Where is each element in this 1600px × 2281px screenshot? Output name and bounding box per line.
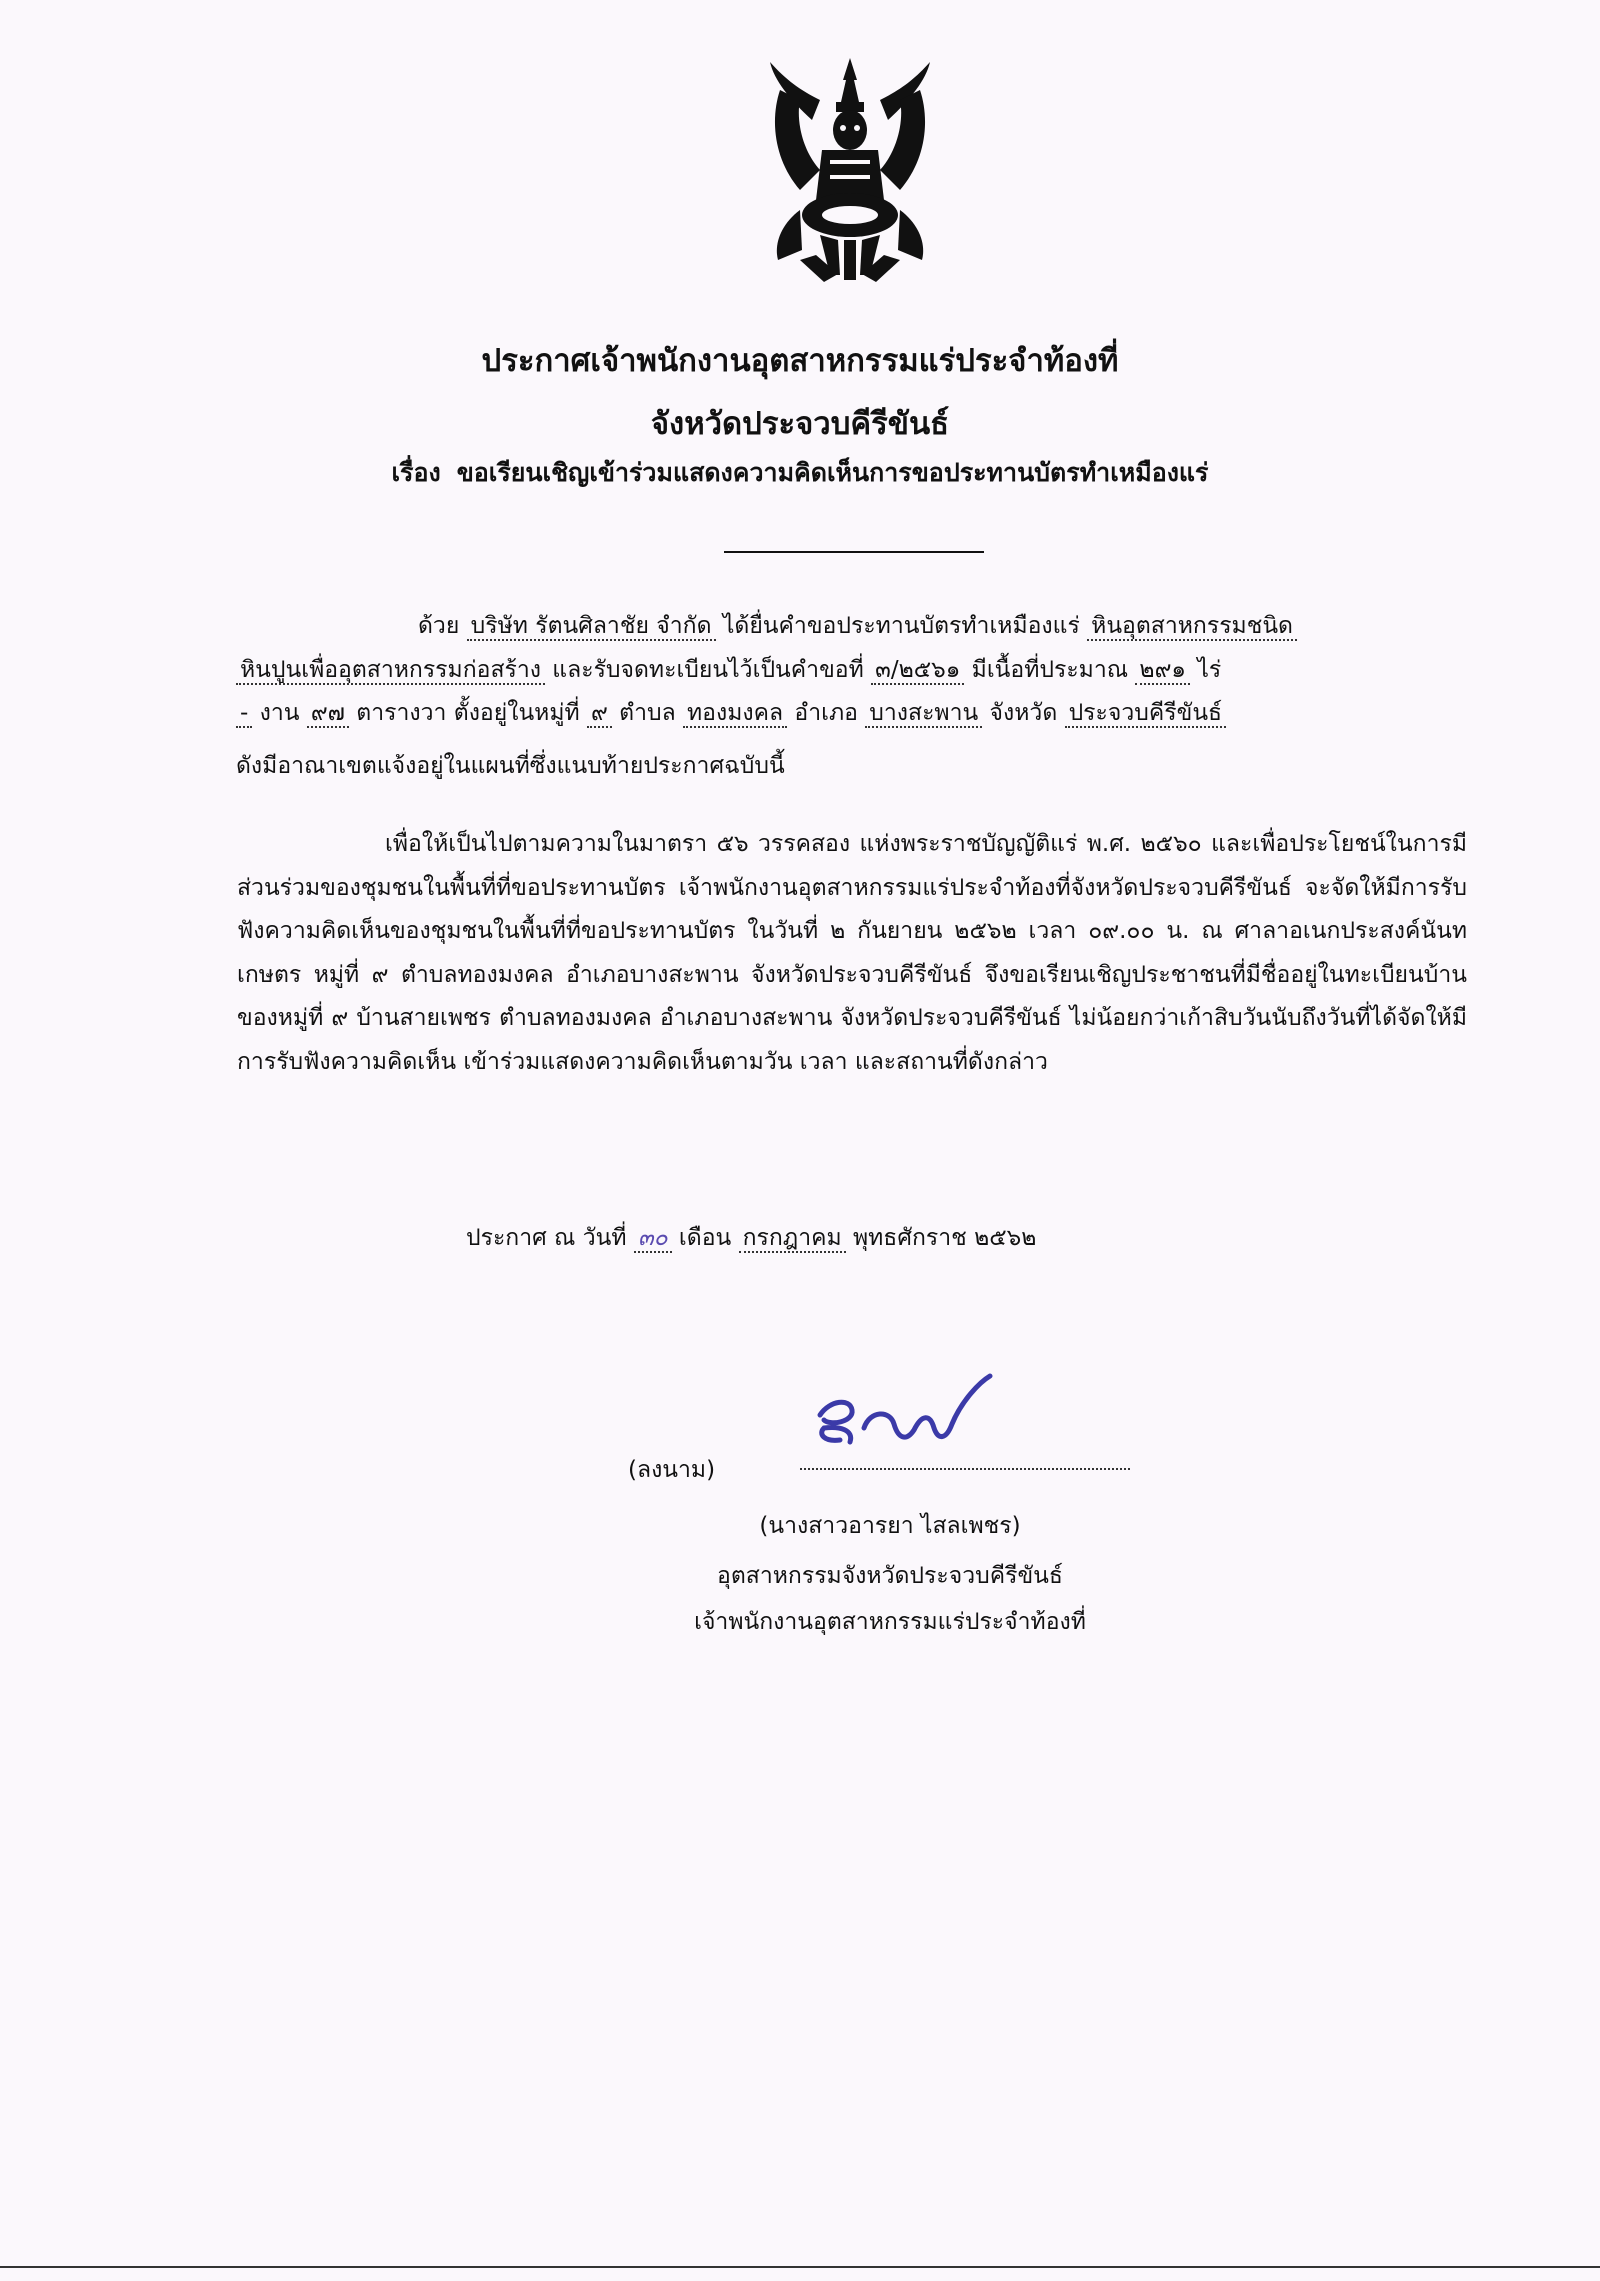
announcement-title: ประกาศเจ้าพนักงานอุตสาหกรรมแร่ประจำท้องที่ [481,343,1119,379]
sign-label: (ลงนาม) [628,1457,716,1483]
title-divider [724,551,984,553]
mineral-type: หินอุตสาหกรรมชนิด [1087,613,1297,641]
announce-date-line [466,1222,1036,1254]
label-amphoe: อำเภอ [794,700,858,726]
announce-month: กรกฎาคม [739,1225,846,1253]
announce-day: ๓๐ [634,1225,672,1253]
garuda-emblem-icon [760,50,940,290]
announce-year: ๒๕๖๒ [974,1225,1037,1251]
text-announced-on: ประกาศ ณ วันที่ [466,1225,627,1251]
unit-ngan: งาน [259,700,300,726]
subject-label: เรื่อง [391,458,441,487]
text-applied: ได้ยื่นคำขอประทานบัตรทำเหมืองแร่ [722,613,1080,639]
text-buddhist-era: พุทธศักราช [852,1225,967,1251]
label-tambon: ตำบล [619,700,676,726]
para1-line3 [236,697,1226,729]
amphoe-name: บางสะพาน [865,700,982,728]
signer-position-2: เจ้าพนักงานอุตสาหกรรมแร่ประจำท้องที่ [694,1609,1086,1635]
para1-line4: ดังมีอาณาเขตแจ้งอยู่ในแผนที่ซึ่งแนบท้ายประกาศฉบับนี้ [236,753,785,779]
text-because: ด้วย [418,613,460,639]
mineral-type-cont: หินปูนเพื่ออุตสาหกรรมก่อสร้าง [236,657,545,685]
scan-edge-line [0,2266,1600,2268]
area-rai: ๒๙๑ [1135,657,1190,685]
changwat-name: ประจวบคีรีขันธ์ [1065,700,1227,728]
handwritten-signature [810,1370,1000,1460]
province-title: จังหวัดประจวบคีรีขันธ์ [650,406,950,442]
text-registered: และรับจดทะเบียนไว้เป็นคำขอที่ [552,657,864,683]
subject-line [0,453,1600,493]
para1-line2 [236,654,1221,686]
signature-line [800,1468,1130,1470]
request-number: ๓/๒๕๖๑ [871,657,964,685]
village-number: ๙ [587,700,612,728]
unit-rai: ไร่ [1197,657,1222,683]
signer-name: (นางสาวอารยา ไสลเพชร) [759,1513,1021,1539]
label-changwat: จังหวัด [989,700,1058,726]
area-square-wa: ๙๗ [307,700,349,728]
text-located: ตารางวา ตั้งอยู่ในหมู่ที่ [356,700,580,726]
para2 [237,823,1467,1084]
company-name: บริษัท รัตนศิลาชัย จำกัด [467,613,716,641]
text-area: มีเนื้อที่ประมาณ [971,657,1129,683]
text-month: เดือน [678,1225,732,1251]
signer-position-1: อุตสาหกรรมจังหวัดประจวบคีรีขันธ์ [717,1563,1063,1589]
area-ngan: - [236,700,252,728]
para2-text: เพื่อให้เป็นไปตามความในมาตรา ๕๖ วรรคสอง แห่งพระราชบัญญัติแร่ พ.ศ. ๒๕๖๐ และเพื่อประโยชน์ในการมีส่วนร่วมของชุมชนในพื้นที่ที่ขอประทานบัตร เจ้าพนักงานอุตสาหกรรมแร่ประจำท้องที่จังหวัดประจวบคีรีขันธ์ จะจัดให้มีการรับฟังความคิดเห็นของชุมชนในพื้นที่ที่ขอประทานบัตร ในวันที่ ๒ กันยายน ๒๕๖๒ เวลา ๐๙.๐๐ น. ณ ศาลาอเนกประสงค์นันทเกษตร หมู่ที่ ๙ ตำบลทองมงคล อำเภอบางสะพาน จังหวัดประจวบคีรีขันธ์ จึงขอเรียนเชิญประชาชนที่มีชื่ออยู่ในทะเบียนบ้านของหมู่ที่ ๙ บ้านสายเพชร ตำบลทองมงคล อำเภอบางสะพาน จังหวัดประจวบคีรีขันธ์ ไม่น้อยกว่าเก้าสิบวันนับถึงวันที่ได้จัดให้มีการรับฟังความคิดเห็น เข้าร่วมแสดงความคิดเห็นตามวัน เวลา และสถานที่ดังกล่าว [237,831,1467,1075]
subject-text: ขอเรียนเชิญเข้าร่วมแสดงความคิดเห็นการขอประทานบัตรทำเหมืองแร่ [456,458,1209,487]
para1-line1 [418,610,1297,642]
tambon-name: ทองมงคล [683,700,787,728]
